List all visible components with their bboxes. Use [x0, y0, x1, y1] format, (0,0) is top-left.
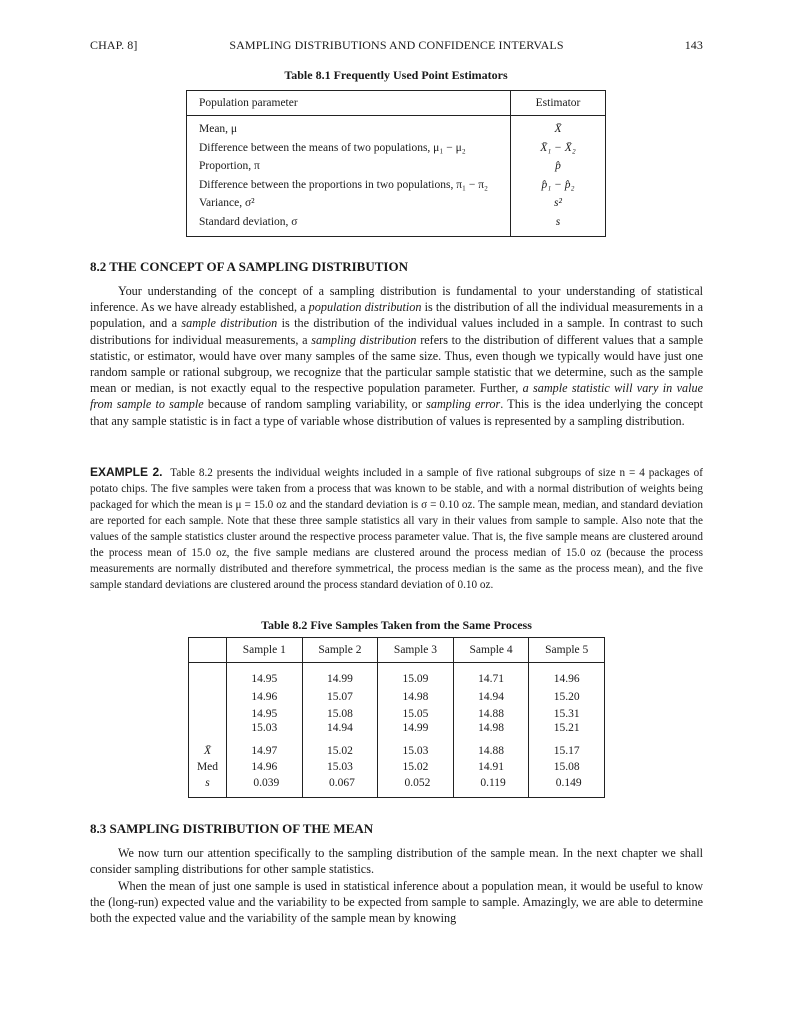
table-row	[187, 139, 606, 158]
section-8-2-paragraph	[90, 283, 703, 429]
data-cell: 14.94	[302, 722, 378, 736]
sd-cell: 0.067	[302, 775, 378, 791]
col-sample-4: Sample 4	[453, 638, 529, 663]
median-cell: 14.91	[453, 759, 529, 775]
parameter-cell: Difference between the proportions in two populations, π₁ − π₂	[199, 178, 489, 191]
term-sampling-distribution: sampling distribution	[311, 332, 417, 347]
sd-row	[189, 775, 605, 791]
median-cell: 15.02	[378, 759, 454, 775]
table-row	[187, 213, 606, 237]
chapter-label: CHAP. 8]	[90, 38, 138, 52]
mean-cell: 14.88	[453, 743, 529, 759]
text-run: is the distribution of all the individual measurements in a population, and a	[90, 300, 704, 331]
data-cell: 14.99	[302, 673, 378, 687]
median-label: Med	[196, 761, 219, 774]
parameter-cell: Mean, μ	[199, 123, 238, 135]
emphasis-sample-statistic-varies: a sample statistic will vary in value from sample to sample	[90, 381, 704, 412]
estimator-cell: s	[511, 213, 606, 237]
data-cell: 14.99	[378, 722, 454, 736]
data-cell: 14.95	[227, 708, 303, 722]
data-cell: 14.88	[453, 708, 529, 722]
estimator-cell: p̂₁ − p̂₂	[511, 176, 606, 195]
text-run: . This is the idea underlying the concept that any sample statistic is in fact a type of variable whose distribution of values is represented by a sampling distribution.	[90, 397, 703, 428]
data-cell: 14.95	[227, 673, 303, 687]
data-cell: 14.96	[227, 691, 303, 705]
running-title: SAMPLING DISTRIBUTIONS AND CONFIDENCE INTERVALS	[229, 38, 564, 52]
data-cell: 14.96	[529, 673, 605, 687]
data-cell: 14.94	[453, 691, 529, 705]
col-sample-1: Sample 1	[227, 638, 303, 663]
spacer-row	[189, 735, 605, 743]
estimator-cell: p̂	[511, 158, 606, 177]
point-estimators-table	[186, 90, 606, 237]
spacer-row	[189, 791, 605, 798]
estimator-cell: s²	[511, 195, 606, 214]
sd-cell: 0.149	[529, 775, 605, 791]
parameter-cell: Variance, σ²	[199, 197, 255, 209]
mean-cell: 15.02	[302, 743, 378, 759]
data-cell: 14.98	[453, 722, 529, 736]
mean-cell: 14.97	[227, 743, 303, 759]
table-8-1-caption: Table 8.1 Frequently Used Point Estimators	[284, 68, 508, 82]
mean-cell: 15.17	[529, 743, 605, 759]
example-label: EXAMPLE 2.	[90, 465, 163, 479]
running-header	[90, 38, 703, 54]
example-text: Table 8.2 presents the individual weights included in a sample of five rational subgroups of size n = 4 packages of potato chips. The five samples were taken from a process that was known to be stable, and with a normal distribution of weights being packaged for which the mean is μ = 15.0 oz and the standard deviation is σ = 0.10 oz. The sample mean, median, and standard deviation are reported for each sample. Note that these three sample statistics all vary in their values from sample to sample. Also note that the values of the sample statistics cluster around the respective process parameter value. That is, the five sample means are clustered around the process mean of 15.0 oz, the five sample medians are clustered around the process median of 15.0 oz (because the process measurements are normally distributed and therefore symmetrical, the process median is the same as the process mean), and the five sample standard deviations are clustered around the process standard deviation of 0.10 oz.	[90, 467, 703, 591]
sd-cell: 0.039	[227, 775, 303, 791]
text-run: Your understanding of the concept of a sampling distribution is fundamental to your understanding of statistical inference. As we have already established, a	[90, 284, 703, 315]
data-cell: 15.21	[529, 722, 605, 736]
sd-label: s	[205, 777, 210, 790]
table-row	[189, 673, 605, 687]
mean-label: X̄	[203, 745, 212, 758]
parameter-cell: Proportion, π	[199, 160, 260, 172]
table-row	[187, 116, 606, 140]
table-row	[189, 708, 605, 722]
table-row	[189, 691, 605, 705]
sd-cell: 0.052	[378, 775, 454, 791]
data-cell: 14.98	[378, 691, 454, 705]
data-cell: 15.07	[302, 691, 378, 705]
median-cell: 15.08	[529, 759, 605, 775]
estimator-cell: X̄₁ − X̄₂	[511, 139, 606, 158]
col-sample-2: Sample 2	[302, 638, 378, 663]
table-row	[187, 158, 606, 177]
table-8-2-caption: Table 8.2 Five Samples Taken from the Same Process	[261, 618, 532, 632]
data-cell: 15.09	[378, 673, 454, 687]
table-row	[189, 722, 605, 736]
text-run: because of random sampling variability, or	[203, 397, 427, 412]
data-cell: 14.71	[453, 673, 529, 687]
section-8-3-paragraph-2: When the mean of just one sample is used in statistical inference about a population mean, it would be useful to know the (long-run) expected value and the variability to be expected from sample to sample. Amazingly, we are able to determine both the expected value and the variability of the sample mean by knowing	[90, 879, 703, 926]
table-header-row	[187, 91, 606, 116]
sd-cell: 0.119	[453, 775, 529, 791]
section-8-2-heading: 8.2 THE CONCEPT OF A SAMPLING DISTRIBUTION	[90, 259, 408, 274]
estimator-cell: X̄	[511, 116, 606, 140]
parameter-cell: Standard deviation, σ	[199, 215, 298, 228]
text-run: refers to the distribution of different values that a sample statistic, or estimator, would have over many samples of the same size. Thus, even though we typically would have just one random sample or rational subgroup, we recognize that the particular sample statistic that we determine, such as the sample mean or median, is not exactly equal to the respective population parameter. Further,	[90, 332, 704, 396]
section-8-3-paragraph-1: We now turn our attention specifically to the sampling distribution of the sample mean. In the next chapter we shall consider sampling distributions for other sample statistics.	[90, 846, 703, 877]
parameter-cell: Difference between the means of two populations, μ₁ − μ₂	[199, 141, 466, 154]
data-cell: 15.03	[227, 722, 303, 736]
term-sample-distribution: sample distribution	[181, 316, 278, 331]
example-2	[90, 464, 703, 593]
table-row	[187, 176, 606, 195]
term-sampling-error: sampling error	[426, 397, 501, 412]
table-header-row	[189, 638, 605, 663]
row-label-header	[189, 638, 227, 663]
section-8-3-heading: 8.3 SAMPLING DISTRIBUTION OF THE MEAN	[90, 821, 374, 836]
mean-row	[189, 743, 605, 759]
median-row	[189, 759, 605, 775]
col-sample-5: Sample 5	[529, 638, 605, 663]
text-run: is the distribution of the individual values included in a sample. In contrast to such distributions for individual measurements, a	[90, 316, 703, 347]
page-number: 143	[684, 38, 703, 52]
median-cell: 14.96	[227, 759, 303, 775]
col-estimator: Estimator	[511, 91, 606, 116]
data-cell: 15.08	[302, 708, 378, 722]
data-cell: 15.31	[529, 708, 605, 722]
col-sample-3: Sample 3	[378, 638, 454, 663]
col-population-parameter: Population parameter	[187, 91, 511, 116]
table-row	[187, 195, 606, 214]
mean-cell: 15.03	[378, 743, 454, 759]
data-cell: 15.05	[378, 708, 454, 722]
spacer-row	[189, 663, 605, 674]
data-cell: 15.20	[529, 691, 605, 705]
median-cell: 15.03	[302, 759, 378, 775]
five-samples-table	[188, 637, 605, 798]
term-population-distribution: population distribution	[308, 300, 422, 315]
